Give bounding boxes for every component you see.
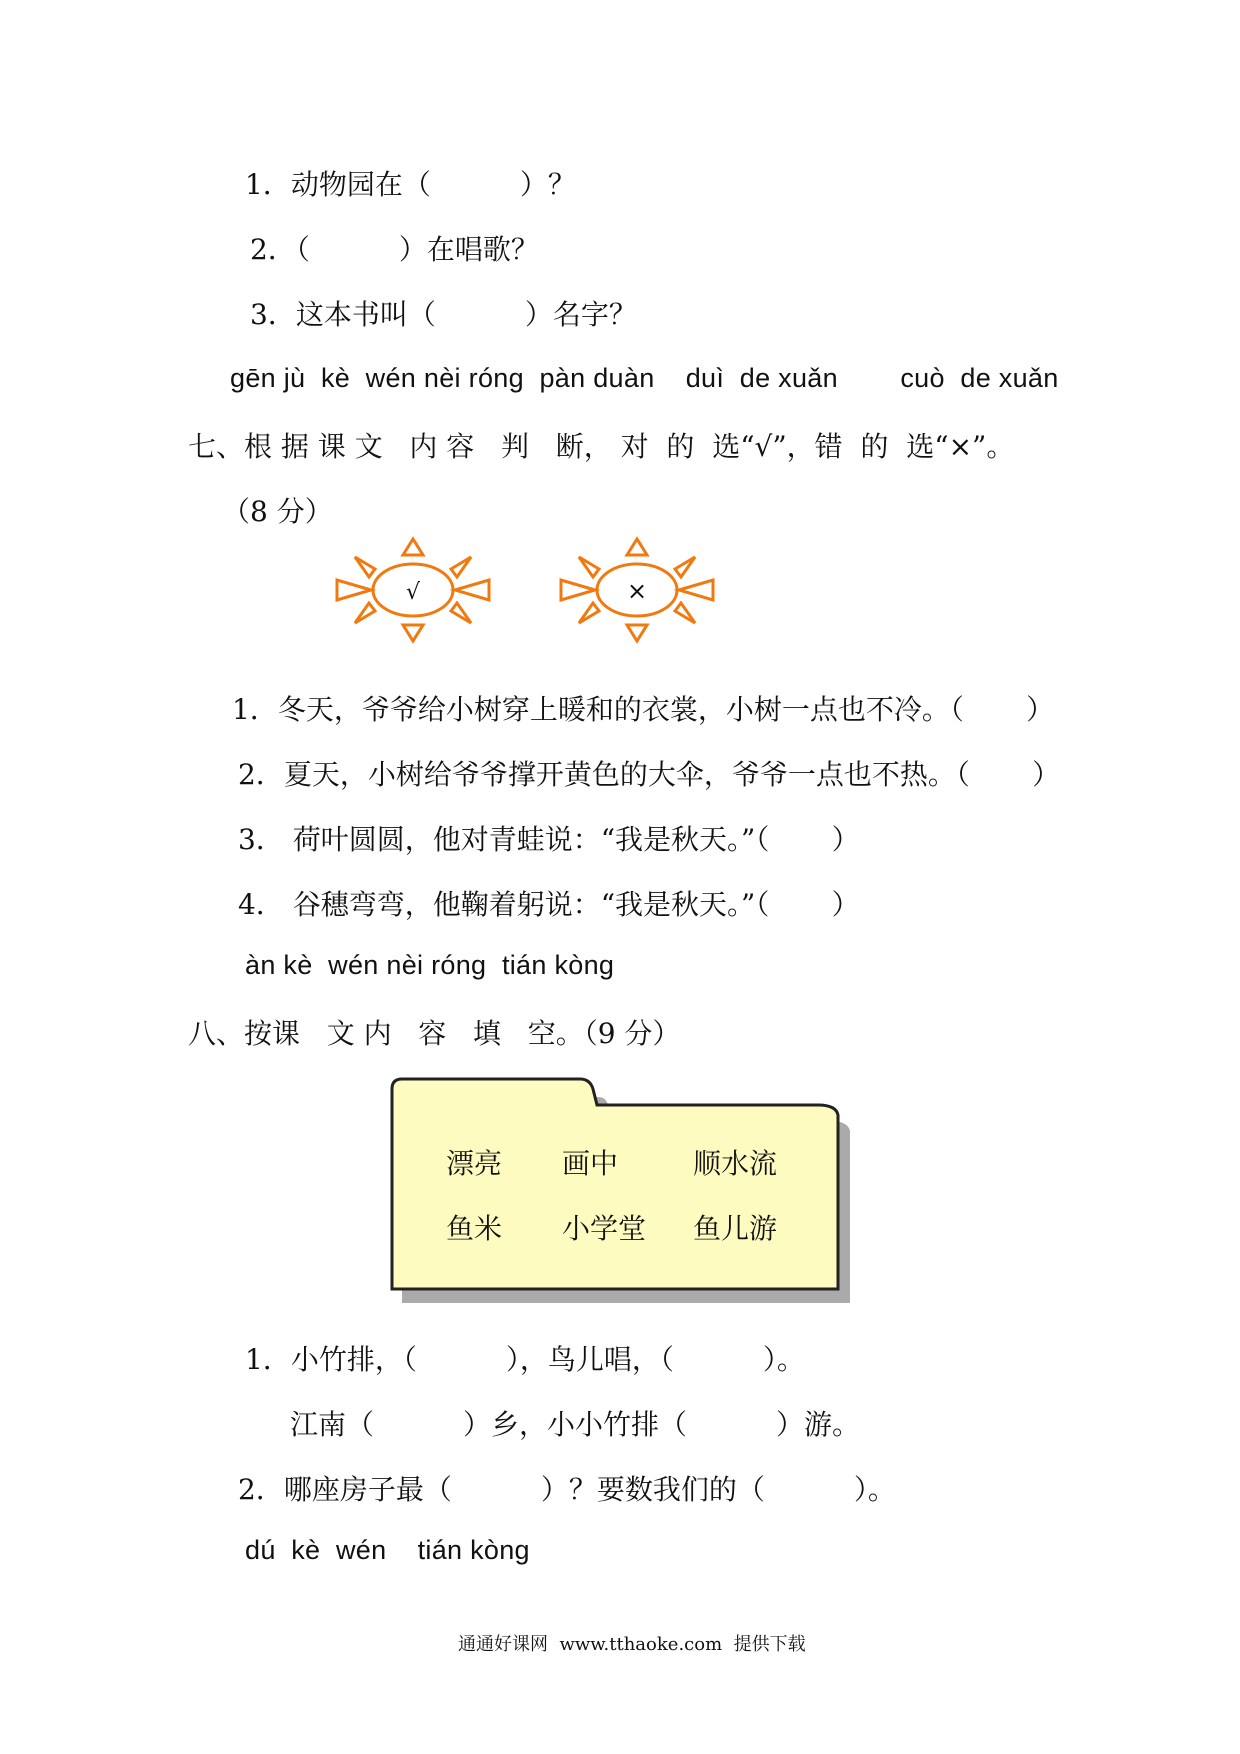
- question-7-1: 1．冬天，爷爷给小树穿上暖和的衣裳，小树一点也不冷。（ ）: [232, 693, 1055, 726]
- word-bank-item: 小学堂: [562, 1212, 647, 1245]
- word-bank-box: [390, 1075, 870, 1315]
- sun-check-icon: [333, 535, 493, 645]
- section-7-pinyin: gēn jù kè wén nèi róng pàn duàn duì de xuǎn cuò de xuǎn: [230, 363, 1059, 393]
- question-6-1: 1．动物园在（ ）？: [245, 168, 576, 201]
- question-7-2: 2．夏天，小树给爷爷撑开黄色的大伞，爷爷一点也不热。（ ）: [238, 758, 1061, 791]
- section-7-score: （8 分）: [222, 495, 333, 528]
- word-bank-item: 顺水流: [693, 1147, 778, 1180]
- word-bank-item: 画中: [562, 1147, 619, 1180]
- footer-credit: 通通好课网 www.tthaoke.com 提供下载: [458, 1634, 806, 1655]
- sun-cross-icon: [557, 535, 717, 645]
- sun-cross-label: ×: [626, 577, 648, 605]
- question-7-4: 4． 谷穗弯弯，他鞠着躬说：“我是秋天。”（ ）: [238, 888, 860, 921]
- question-6-3: 3．这本书叫（ ）名字？: [250, 298, 637, 331]
- section-8-title: 八、按课 文 内 容 填 空。（9 分）: [188, 1017, 681, 1050]
- word-bank-item: 鱼米: [446, 1212, 503, 1245]
- section-8-pinyin: àn kè wén nèi róng tián kòng: [245, 950, 615, 980]
- question-6-2: 2．（ ）在唱歌？: [250, 233, 539, 266]
- section-9-pinyin: dú kè wén tián kòng: [245, 1535, 530, 1565]
- question-8-1b: 江南（ ）乡，小小竹排（ ）游。: [290, 1408, 861, 1441]
- sun-check-label: √: [405, 580, 421, 605]
- section-7-title: 七、根 据 课 文 内 容 判 断， 对 的 选“√”，错 的 选“×”。: [188, 430, 1015, 463]
- word-bank-item: 漂亮: [446, 1147, 503, 1180]
- word-bank-item: 鱼儿游: [693, 1212, 778, 1245]
- question-7-3: 3． 荷叶圆圆，他对青蛙说：“我是秋天。”（ ）: [238, 823, 860, 856]
- question-8-1a: 1．小竹排，（ ），鸟儿唱，（ ）。: [245, 1343, 805, 1376]
- question-8-2: 2．哪座房子最（ ）？要数我们的（ ）。: [238, 1473, 896, 1506]
